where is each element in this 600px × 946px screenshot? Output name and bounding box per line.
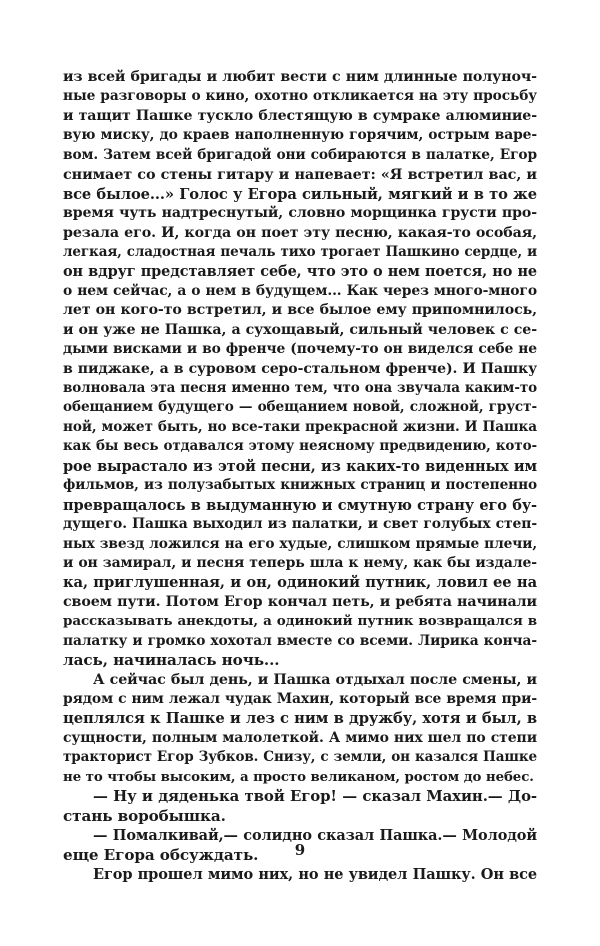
page-number: 9 — [294, 841, 306, 859]
text-line: вом. Затем всей бригадой они собираются в палатке, Егор — [63, 146, 537, 163]
text-line: снимает со стены гитару и напевает: «Я встретил вас, и — [63, 166, 537, 184]
text-line: своем пути. Потом Егор кончал петь, и ребята начинали — [63, 593, 537, 610]
text-line: А сейчас был день, и Пашка отдыхал после смены, и — [93, 671, 537, 688]
text-line: еще Егора обсуждать. — [63, 845, 259, 864]
text-line: о нем сейчас, а о нем в будущем... Как через много-много — [63, 282, 537, 299]
text-line: ной, может быть, но все-таки прекрасной жизни. И Пашка — [63, 418, 537, 435]
text-line: и он замирал, и песня теперь шла к нему, как бы издале- — [63, 554, 537, 571]
text-line: рое вырастало из этой песни, из каких-то виденных им — [63, 457, 537, 475]
text-line: волновала эта песня именно тем, что она звучала каким-то — [63, 380, 537, 396]
text-line: в пиджаке, а в суровом серо-стальном френче). И Пашку — [63, 360, 537, 377]
text-line: рядом с ним лежал чудак Махин, который все время при- — [63, 691, 537, 707]
text-line: тракторист Егор Зубков. Снизу, с земли, он казался Пашке — [63, 749, 537, 766]
text-line: палатку и громко хохотал вместе со всеми. Лирика конча- — [63, 632, 537, 649]
text-line: рассказывать анекдоты, а одинокий путник возвращался в — [63, 613, 537, 630]
text-line: не то чтобы высоким, а просто великаном, ростом до небес. — [63, 768, 534, 785]
text-line: фильмов, из полузабытых книжных страниц и постепенно — [63, 477, 537, 494]
text-line: легкая, сладостная печаль тихо трогает Пашкино сердце, и — [63, 243, 537, 260]
text-line: обещанием будущего — обещанием новой, сложной, груст- — [63, 399, 537, 416]
text-line: дыми висками и во френче (почему-то он виделся себе не — [63, 341, 537, 358]
text-line: превращалось в выдуманную и смутную страну его бу- — [63, 496, 537, 514]
text-line: из всей бригады и любит вести с ним длинные полуноч- — [63, 69, 537, 85]
body-text — [63, 68, 537, 884]
text-line: время чуть надтреснутый, словно морщинка грусти про- — [63, 205, 537, 222]
text-line: дущего. Пашка выходил из палатки, и свет голубых степ- — [63, 516, 537, 533]
text-line: лась, начиналась ночь... — [63, 651, 280, 670]
text-line: как бы весь отдавался этому неясному предвидению, кото- — [63, 438, 537, 455]
text-line: цеплялся к Пашке и лез с ним в дружбу, хотя и был, в — [63, 710, 537, 728]
text-line: резала его. И, когда он поет эту песню, какая-то особая, — [63, 224, 537, 241]
text-line: все былое...» Голос у Егора сильный, мягкий и в то же — [63, 185, 537, 203]
text-line: Егор прошел мимо них, но не увидел Пашку. Он все — [93, 865, 537, 883]
text-line: ные разговоры о кино, охотно откликается на эту просьбу — [63, 88, 537, 105]
text-line: — Ну и дяденька твой Егор! — сказал Махин.— До- — [93, 787, 537, 806]
text-line: ка, приглушенная, и он, одинокий путник, ловил ее на — [63, 574, 537, 592]
text-line: лет он кого-то встретил, и все былое ему припомнилось, — [63, 302, 537, 319]
text-line: стань воробышка. — [63, 806, 226, 825]
text-line: и тащит Пашке тускло блестящую в сумраке алюминие- — [63, 107, 537, 124]
text-line: сущности, полным малолеткой. А мимо них шел по степи — [63, 729, 537, 746]
text-line: и он уже не Пашка, а сухощавый, сильный человек с се- — [63, 321, 537, 338]
text-line: — Помалкивай,— солидно сказал Пашка.— Молодой — [93, 827, 537, 845]
text-line: вую миску, до краев наполненную горячим, острым варе- — [63, 127, 537, 144]
text-line: он вдруг представляет себе, что это о нем поется, но не — [63, 263, 537, 281]
text-line: ных звезд ложился на его худые, слишком прямые плечи, — [63, 535, 537, 552]
